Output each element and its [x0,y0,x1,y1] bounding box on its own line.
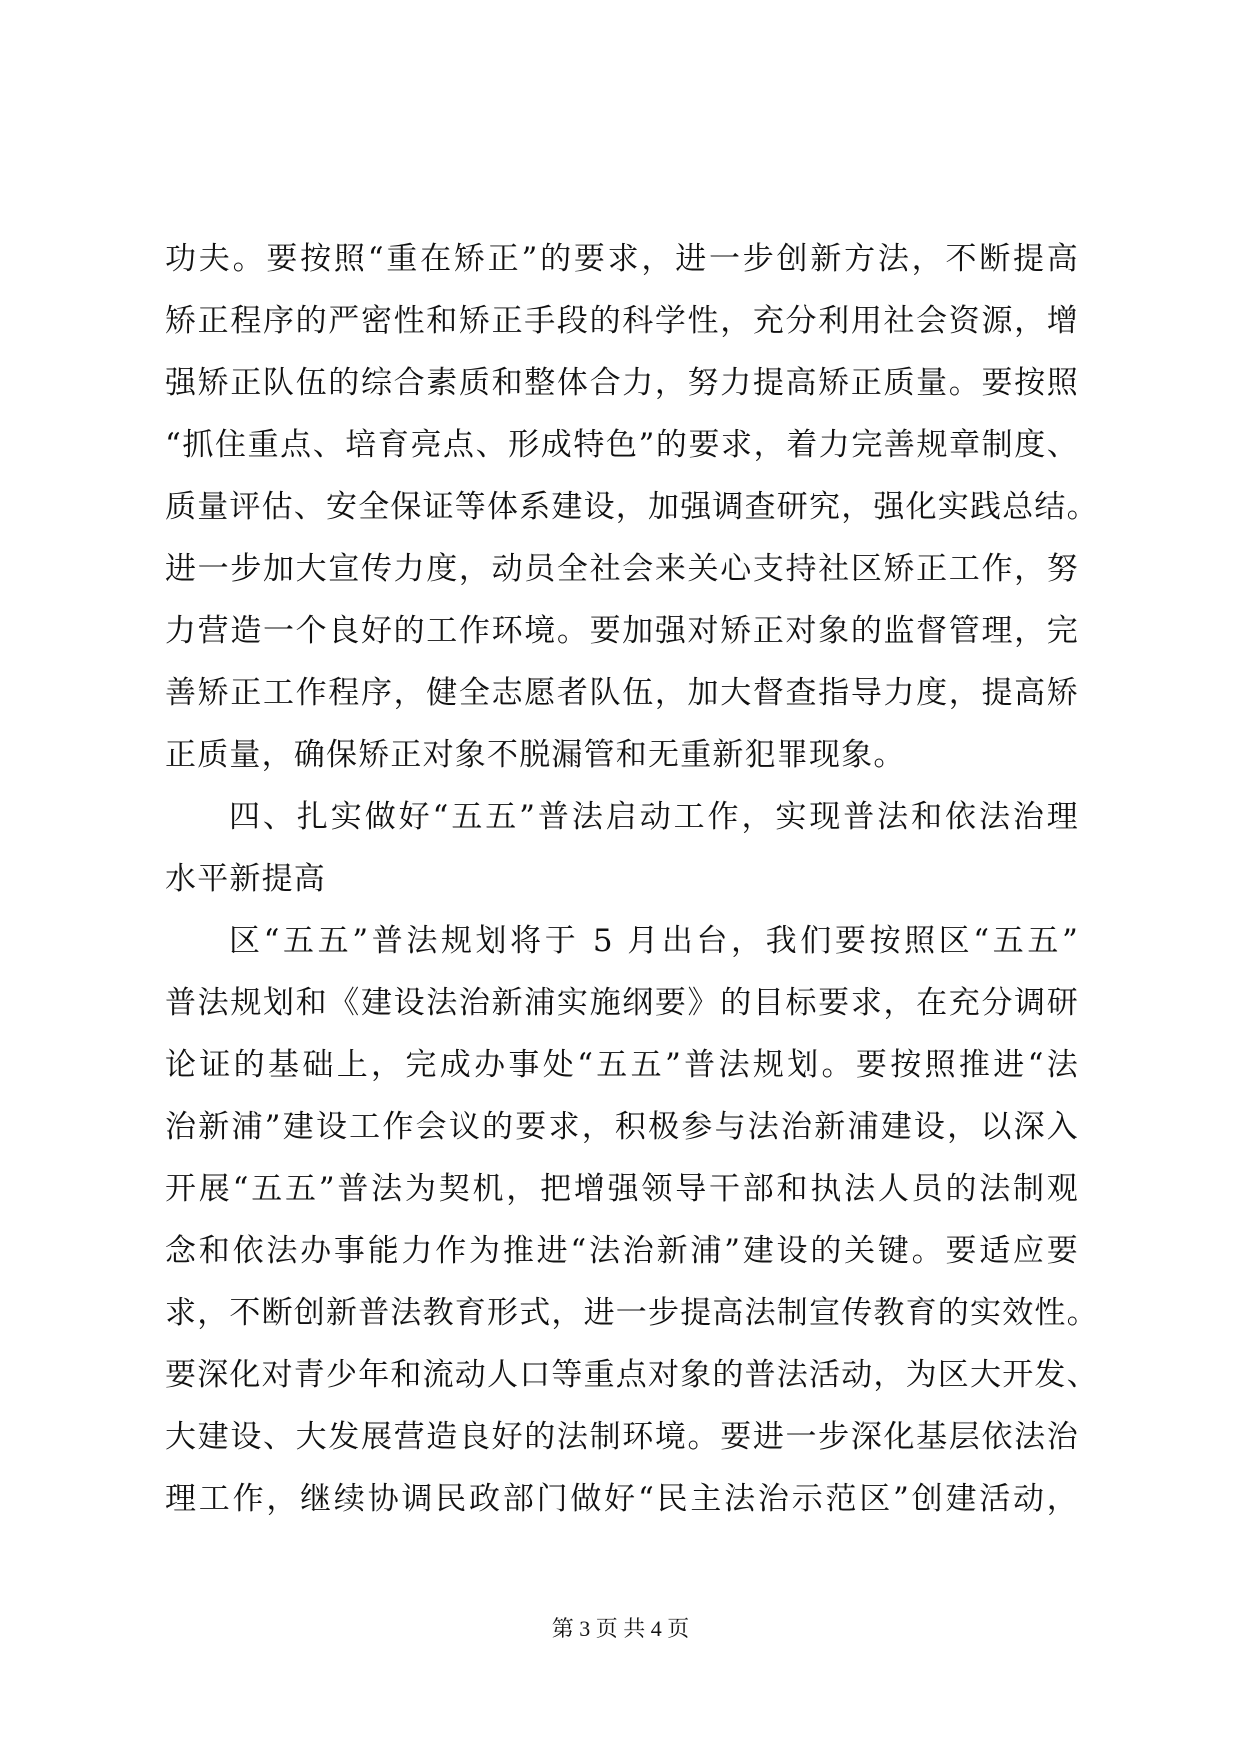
body-line: 矫正程序的严密性和矫正手段的科学性，充分利用社会资源，增 [165,303,1079,339]
body-line: 力营造一个良好的工作环境。要加强对矫正对象的监督管理，完 [165,613,1079,649]
body-line: 善矫正工作程序，健全志愿者队伍，加大督查指导力度，提高矫 [165,675,1079,711]
body-line: “抓住重点、培育亮点、形成特色”的要求，着力完善规章制度、 [165,427,1079,463]
section-heading-line: 四、扎实做好“五五”普法启动工作，实现普法和依法治理 [229,799,1079,835]
body-line: 治新浦”建设工作会议的要求，积极参与法治新浦建设，以深入 [165,1109,1079,1145]
body-line: 开展“五五”普法为契机，把增强领导干部和执法人员的法制观 [165,1171,1079,1207]
body-line: 要深化对青少年和流动人口等重点对象的普法活动，为区大开发、 [165,1357,1099,1393]
body-line: 进一步加大宣传力度，动员全社会来关心支持社区矫正工作，努 [165,551,1079,587]
body-line: 质量评估、安全保证等体系建设，加强调查研究，强化实践总结。 [165,489,1099,525]
body-line: 正质量，确保矫正对象不脱漏管和无重新犯罪现象。 [165,737,906,773]
page-number-footer: 第 3 页 共 4 页 [551,1616,690,1641]
document-body [165,228,1099,1530]
body-line: 求，不断创新普法教育形式，进一步提高法制宣传教育的实效性。 [165,1295,1099,1331]
body-line: 理工作，继续协调民政部门做好“民主法治示范区”创建活动， [165,1481,1079,1517]
body-line: 区“五五”普法规划将于 5 月出台，我们要按照区“五五” [229,923,1079,959]
body-line: 大建设、大发展营造良好的法制环境。要进一步深化基层依法治 [165,1419,1079,1455]
body-line: 论证的基础上，完成办事处“五五”普法规划。要按照推进“法 [165,1047,1079,1083]
section-heading-line: 水平新提高 [165,861,326,897]
body-line: 普法规划和《建设法治新浦实施纲要》的目标要求，在充分调研 [165,985,1079,1021]
body-line: 功夫。要按照“重在矫正”的要求，进一步创新方法，不断提高 [165,241,1079,277]
body-line: 强矫正队伍的综合素质和整体合力，努力提高矫正质量。要按照 [165,365,1079,401]
body-line: 念和依法办事能力作为推进“法治新浦”建设的关键。要适应要 [165,1233,1079,1269]
